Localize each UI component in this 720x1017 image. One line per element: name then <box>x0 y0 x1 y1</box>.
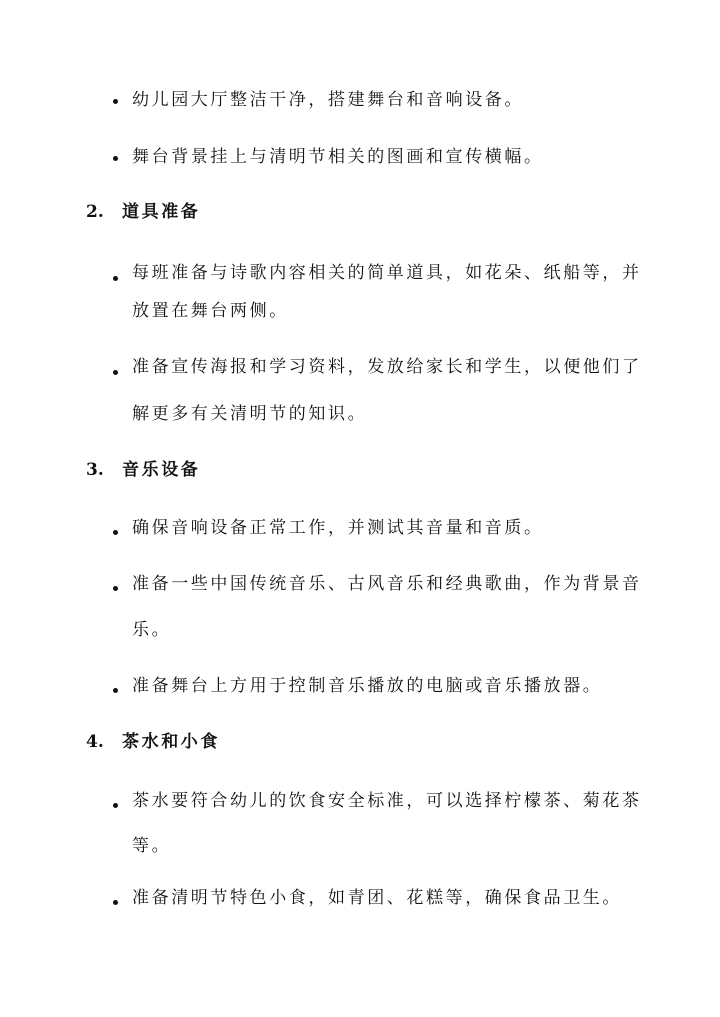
section-heading <box>86 731 220 753</box>
bullet-text-continuation: 乐。 <box>132 620 172 640</box>
bullet-text: 准备一些中国传统音乐、古风音乐和经典歌曲，作为背景音 <box>132 574 642 594</box>
bullet-dot <box>113 688 118 693</box>
bullet-dot <box>113 900 118 905</box>
section-heading <box>86 459 200 481</box>
bullet-text: 舞台背景挂上与清明节相关的图画和宣传横幅。 <box>132 147 544 167</box>
bullet-dot <box>113 803 118 808</box>
bullet-text: 确保音响设备正常工作，并测试其音量和音质。 <box>132 518 544 538</box>
bullet-dot <box>113 586 118 591</box>
bullet-dot <box>113 156 118 161</box>
section-title: 音乐设备 <box>122 460 201 480</box>
bullet-text-continuation: 放置在舞台两侧。 <box>132 301 289 321</box>
bullet-text: 准备清明节特色小食，如青团、花糕等，确保食品卫生。 <box>132 888 622 908</box>
section-title: 道具准备 <box>122 202 201 222</box>
bullet-text: 准备舞台上方用于控制音乐播放的电脑或音乐播放器。 <box>132 676 603 696</box>
section-heading <box>86 201 200 223</box>
bullet-text: 每班准备与诗歌内容相关的简单道具，如花朵、纸船等，并 <box>132 263 642 283</box>
section-number: 4. <box>86 732 104 752</box>
bullet-text: 准备宣传海报和学习资料，发放给家长和学生，以便他们了 <box>132 357 642 377</box>
section-number: 3. <box>86 460 104 480</box>
bullet-dot <box>113 370 118 375</box>
bullet-dot <box>113 530 118 535</box>
section-number: 2. <box>86 202 104 222</box>
bullet-text: 幼儿园大厅整洁干净，搭建舞台和音响设备。 <box>132 90 524 110</box>
bullet-text-continuation: 解更多有关清明节的知识。 <box>132 404 368 424</box>
bullet-dot <box>113 276 118 281</box>
bullet-text-continuation: 等。 <box>132 836 172 856</box>
section-title: 茶水和小食 <box>122 732 220 752</box>
bullet-text: 茶水要符合幼儿的饮食安全标准，可以选择柠檬茶、菊花茶 <box>132 791 642 811</box>
bullet-dot <box>113 99 118 104</box>
